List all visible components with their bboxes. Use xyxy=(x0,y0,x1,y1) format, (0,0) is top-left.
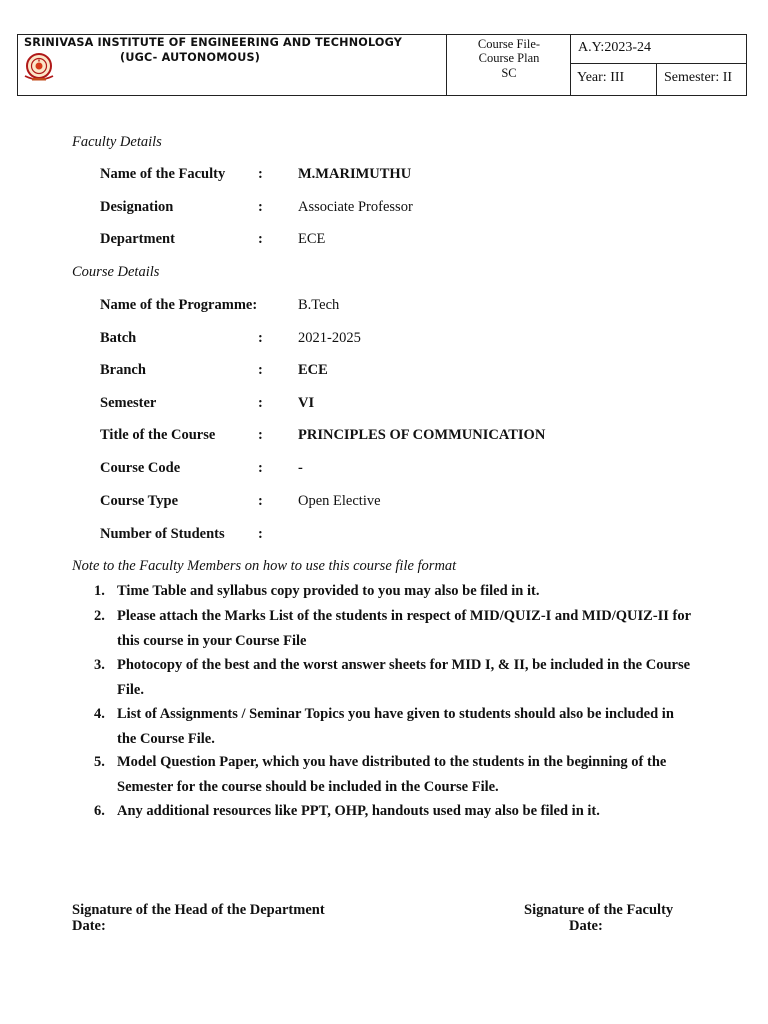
academic-year: A.Y:2023-24 xyxy=(578,40,651,55)
course-plan-title: Course Plan xyxy=(478,51,540,65)
institute-status: (UGC- AUTONOMOUS) xyxy=(120,51,261,64)
faculty-note-heading: Note to the Faculty Members on how to use this course file format xyxy=(72,558,457,574)
hod-date-label: Date: xyxy=(72,918,106,934)
institute-cell xyxy=(18,35,447,95)
year-cell xyxy=(571,64,657,95)
note-item-text: Model Question Paper, which you have distributed to the students in the beginning of the Semester for the course should be included in the Course File. xyxy=(117,754,667,795)
department-value: ECE xyxy=(298,231,326,247)
semester-header-value: Semester: II xyxy=(664,70,733,85)
document-header-table xyxy=(17,34,747,96)
course-title-label: Title of the Course xyxy=(100,427,216,443)
course-file-code: SC xyxy=(501,66,517,80)
department-label: Department xyxy=(100,231,175,247)
programme-label: Name of the Programme: xyxy=(100,297,258,313)
course-code-label: Course Code xyxy=(100,460,181,476)
separator-colon: : xyxy=(258,362,263,378)
note-item-number: 4. xyxy=(94,706,105,722)
batch-value: 2021-2025 xyxy=(298,330,361,346)
students-count-label: Number of Students xyxy=(100,526,225,542)
separator-colon: : xyxy=(258,330,263,346)
semester-label: Semester xyxy=(100,395,157,411)
programme-value: B.Tech xyxy=(298,297,340,313)
separator-colon: : xyxy=(258,493,263,509)
note-item-text: Time Table and syllabus copy provided to you may also be filed in it. xyxy=(117,583,540,599)
separator-colon: : xyxy=(258,395,263,411)
separator-colon: : xyxy=(258,526,263,542)
hod-signature-label: Signature of the Head of the Department xyxy=(72,902,325,918)
course-title-value: PRINCIPLES OF COMMUNICATION xyxy=(298,427,546,443)
semester-value: VI xyxy=(298,395,315,411)
designation-label: Designation xyxy=(100,199,174,215)
faculty-signature-label: Signature of the Faculty xyxy=(524,902,674,918)
course-file-title: Course File- xyxy=(477,37,541,51)
academic-year-cell xyxy=(571,35,746,64)
institute-emblem-icon xyxy=(21,52,57,84)
separator-colon: : xyxy=(258,460,263,476)
note-item-text: Please attach the Marks List of the students in respect of MID/QUIZ-I and MID/QUIZ-II for this course in your Course File xyxy=(117,608,691,649)
course-type-value: Open Elective xyxy=(298,493,381,509)
faculty-date-label: Date: xyxy=(569,918,603,934)
note-item-number: 2. xyxy=(94,608,105,624)
branch-label: Branch xyxy=(100,362,146,378)
separator-colon: : xyxy=(258,231,263,247)
batch-label: Batch xyxy=(100,330,137,346)
course-code-value: - xyxy=(298,460,303,476)
semester-cell xyxy=(657,64,746,95)
note-item-number: 5. xyxy=(94,754,105,770)
separator-colon: : xyxy=(258,427,263,443)
institute-name: SRINIVASA INSTITUTE OF ENGINEERING AND TECHNOLOGY xyxy=(24,36,403,49)
faculty-name-label: Name of the Faculty xyxy=(100,166,226,182)
year-value: Year: III xyxy=(577,70,625,85)
note-item-number: 1. xyxy=(94,583,105,599)
faculty-name-value: M.MARIMUTHU xyxy=(298,166,412,182)
course-details-heading: Course Details xyxy=(72,264,160,280)
note-item-text: Photocopy of the best and the worst answer sheets for MID I, & II, be included in the Course File. xyxy=(117,657,691,698)
branch-value: ECE xyxy=(298,362,328,378)
note-item-number: 6. xyxy=(94,803,105,819)
course-type-label: Course Type xyxy=(100,493,179,509)
note-item-text: Any additional resources like PPT, OHP, handouts used may also be filed in it. xyxy=(117,803,600,819)
separator-colon: : xyxy=(258,199,263,215)
faculty-details-heading: Faculty Details xyxy=(72,134,162,150)
course-file-cell xyxy=(447,35,571,95)
note-item-number: 3. xyxy=(94,657,105,673)
note-item-text: List of Assignments / Seminar Topics you have given to students should also be included in the Course File. xyxy=(117,706,674,747)
separator-colon: : xyxy=(258,166,263,182)
designation-value: Associate Professor xyxy=(298,199,413,215)
